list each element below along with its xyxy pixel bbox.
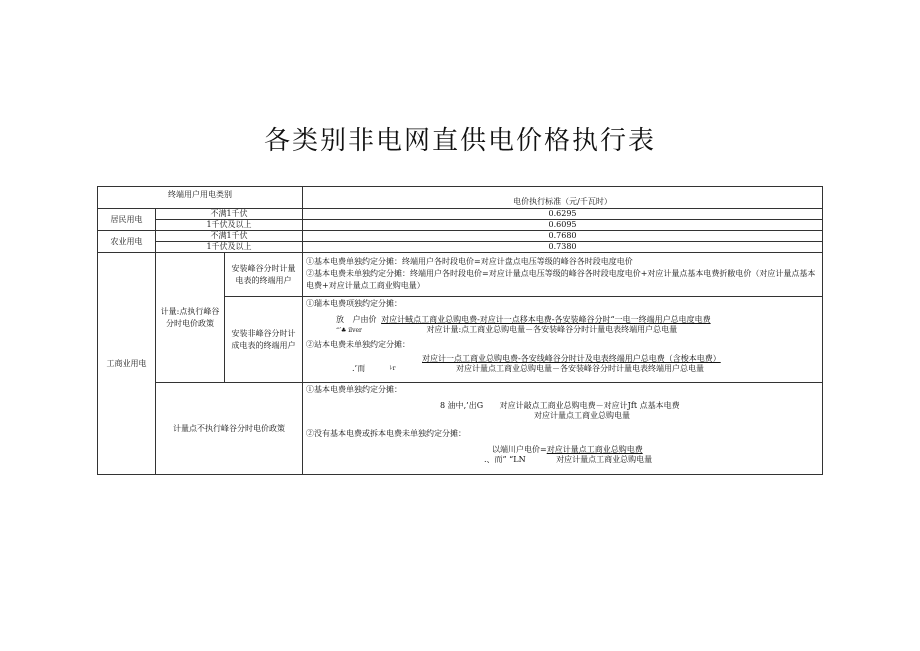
tou-with-meter-line2: ②基本电费未单独约定分摊：终端用户各时段电价=对应计量点电压等级的峰谷各时段电度电价+对应计量点基本电费折敝电价（对应计量点基本电费+对应计量点工商业购电量） [306, 269, 816, 290]
header-category: 终端用户用电类别 [98, 187, 303, 209]
non-tou-p2-denominator: 对应计量点工商业总购电量 [556, 455, 653, 464]
residential-price-2: 0.6095 [303, 220, 823, 231]
agricultural-tier-2: 1千伏及以上 [156, 242, 303, 253]
non-tou-p2-num-prefix: 以端川户电价= [492, 445, 547, 454]
non-tou-p2-head: ②没有基本电费或拆本电费未单独约定分摊： [306, 429, 466, 438]
tou-p1-numerator: 对应计蜮点工商业总购电费-对应计一点移本电费-各安装峰谷分时“一电一终端用户总电度电费 [381, 315, 711, 324]
table-row [98, 209, 823, 220]
non-tou-p1-head: ①基本电费单独约定分摊： [306, 385, 402, 394]
residential-label: 居民用电 [98, 209, 156, 231]
residential-price-1: 0.6295 [303, 209, 823, 220]
agricultural-price-1: 0.7680 [303, 231, 823, 242]
table-header-row [98, 187, 823, 209]
tou-p2-head: ②站本电费未单独约定分摊： [306, 340, 410, 349]
tou-p1-mark: “’♣ ilver [336, 327, 362, 334]
header-standard: 电价执行标准（元/千瓦时） [303, 187, 823, 209]
tou-p1-head: ①瑞本电费项独约定分摊： [306, 299, 402, 308]
industrial-label: 工商业用电 [98, 253, 156, 475]
tou-p2-mark: ﾚr [389, 365, 396, 372]
agricultural-price-2: 0.7380 [303, 242, 823, 253]
tou-with-meter-formulas [303, 253, 823, 297]
table-row [98, 231, 823, 242]
table-row [98, 220, 823, 231]
tou-with-meter-label: 安装峰谷分时计量电表的终端用户 [225, 253, 303, 297]
residential-tier-1: 不满1千伏 [156, 209, 303, 220]
tou-without-meter-label: 安装非峰谷分时计成电表的终端用户 [225, 297, 303, 383]
table-row [98, 242, 823, 253]
table-row [98, 253, 823, 297]
non-tou-p1-numerator: 对应计敲点工商业总购电费－对应计Jft 点基本电费 [499, 401, 680, 410]
residential-tier-2: 1千伏及以上 [156, 220, 303, 231]
non-tou-p2-prefix: .、而” “LN [484, 455, 526, 464]
non-tou-p2-numerator: 对应计量点工商业总购电费 [546, 445, 643, 454]
price-table [97, 186, 823, 475]
tou-p2-prefix: .’而 [352, 364, 366, 373]
table-row [98, 383, 823, 475]
tou-p1-mid: 户由价 [352, 315, 377, 324]
non-tou-p1-denominator: 对应计量点工商业总购电量 [534, 411, 630, 420]
tou-without-meter-formulas [303, 297, 823, 383]
tou-p2-numerator: 对应计一点工商业总购电费-各安线峰谷分时计及电表终端用户总电费（含梭本电费） [422, 354, 721, 363]
tou-p1-denominator: 对应计量:点工商业总购电量－各安装峰谷分时计量电表终端用户总电量 [426, 325, 678, 334]
tou-p2-denominator: 对应计量点工商业总购电量－各安装峰谷分时计量电表终端用户总电量 [456, 364, 704, 373]
tou-p1-prefix: 放 [336, 315, 344, 324]
non-tou-label: 计量点不执行峰谷分时电价政策 [156, 383, 303, 475]
agricultural-label: 农业用电 [98, 231, 156, 253]
page-title: 各类别非电网直供电价格执行表 [263, 126, 656, 156]
tou-label: 计量:点执行峰谷分时电价政策 [156, 253, 225, 383]
non-tou-formulas [303, 383, 823, 475]
tou-with-meter-line1: ①基本电费单独约定分摊：终端用户各时段电价=对应计盘点电压等级的峰谷各时段电度电价 [306, 257, 633, 266]
non-tou-p1-prefix: 8 油中,’出G [440, 401, 484, 410]
agricultural-tier-1: 不满1千伏 [156, 231, 303, 242]
